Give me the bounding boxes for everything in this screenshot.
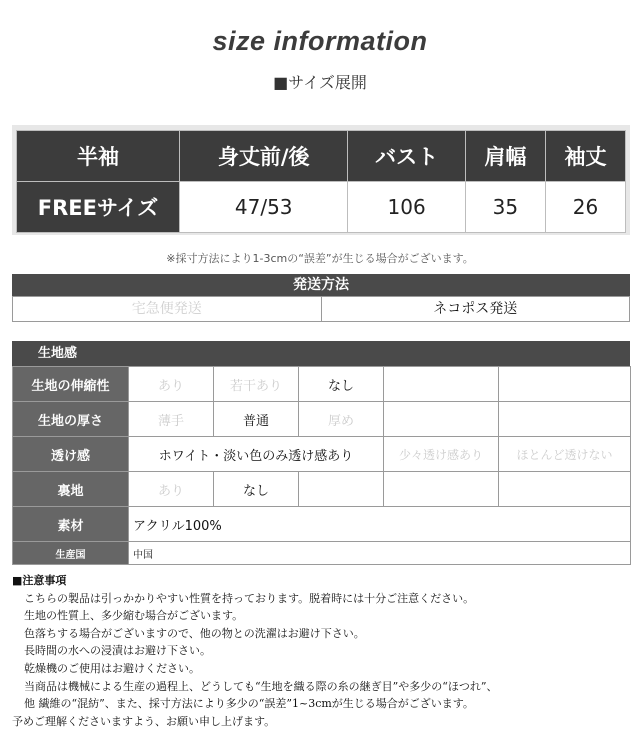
fabric-row-label: 素材 bbox=[13, 507, 129, 542]
page-title: size information bbox=[212, 26, 428, 56]
fabric-row-origin bbox=[13, 542, 631, 565]
size-note: ※採寸方法により1-3cmの“誤差”が生じる場合がございます。 bbox=[166, 252, 474, 265]
fabric-option-selected: ホワイト・淡い色のみ透け感あり bbox=[129, 437, 384, 472]
caution-line: 長時間の水への浸漬はお避け下さい。 bbox=[24, 644, 211, 658]
shipping-option-nekopos: ネコポス発送 bbox=[433, 301, 518, 317]
size-header-cell: バスト bbox=[348, 131, 465, 182]
fabric-row-sheerness bbox=[13, 437, 631, 472]
caution-line: 乾燥機のご使用はお避けください。 bbox=[24, 661, 200, 675]
empty-cell bbox=[499, 367, 631, 402]
empty-cell bbox=[384, 472, 499, 507]
fabric-option-selected: なし bbox=[214, 472, 299, 507]
size-table-row bbox=[17, 182, 626, 233]
fabric-option: あり bbox=[129, 472, 214, 507]
shipping-header: 発送方法 bbox=[12, 274, 630, 296]
fabric-option-selected: なし bbox=[299, 367, 384, 402]
fabric-option: 厚め bbox=[299, 402, 384, 437]
fabric-row-label: 生産国 bbox=[13, 542, 129, 565]
size-table-header-row bbox=[17, 131, 626, 182]
empty-cell bbox=[384, 402, 499, 437]
empty-cell bbox=[384, 367, 499, 402]
fabric-row-label: 生地の厚さ bbox=[13, 402, 129, 437]
size-header-cell: 肩幅 bbox=[465, 131, 545, 182]
origin-value: 中国 bbox=[129, 542, 631, 565]
size-header-cell: 身丈前/後 bbox=[180, 131, 348, 182]
size-table-container bbox=[12, 125, 630, 235]
fabric-row-thickness bbox=[13, 402, 631, 437]
section-subtitle: ■サイズ展開 bbox=[273, 73, 367, 92]
empty-cell bbox=[499, 472, 631, 507]
caution-section bbox=[12, 572, 632, 730]
caution-title: ■注意事項 bbox=[12, 574, 67, 587]
fabric-table bbox=[12, 366, 631, 565]
size-value-cell: 106 bbox=[348, 182, 465, 233]
fabric-row-stretch bbox=[13, 367, 631, 402]
size-header-cell: 半袖 bbox=[17, 131, 180, 182]
caution-line: こちらの製品は引っかかりやすい性質を持っております。脱着時には十分ご注意ください。 bbox=[24, 591, 475, 605]
fabric-option: ほとんど透けない bbox=[499, 437, 631, 472]
fabric-option: 若干あり bbox=[214, 367, 299, 402]
fabric-option: あり bbox=[129, 367, 214, 402]
fabric-row-label: 透け感 bbox=[13, 437, 129, 472]
size-value-cell: 35 bbox=[465, 182, 545, 233]
fabric-option: 薄手 bbox=[129, 402, 214, 437]
fabric-option-selected: 普通 bbox=[214, 402, 299, 437]
size-value-cell: 26 bbox=[545, 182, 625, 233]
fabric-row-label: 裏地 bbox=[13, 472, 129, 507]
caution-line: 生地の性質上、多少縮む場合がございます。 bbox=[24, 609, 244, 623]
caution-line: 他 繊維の“混紡”、また、採寸方法により多少の“誤差”1~3cmが生じる場合がございます。 bbox=[24, 697, 474, 711]
caution-line: 色落ちする場合がございますので、他の物との洗濯はお避け下さい。 bbox=[24, 626, 365, 640]
empty-cell bbox=[299, 472, 384, 507]
fabric-header: 生地感 bbox=[12, 341, 630, 366]
empty-cell bbox=[499, 402, 631, 437]
fabric-row-lining bbox=[13, 472, 631, 507]
fabric-option: 少々透け感あり bbox=[384, 437, 499, 472]
shipping-options bbox=[12, 296, 630, 322]
size-label-cell: FREEサイズ bbox=[17, 182, 180, 233]
fabric-row-label: 生地の伸縮性 bbox=[13, 367, 129, 402]
fabric-row-material bbox=[13, 507, 631, 542]
size-table bbox=[16, 130, 626, 233]
caution-line: 当商品は機械による生産の過程上、どうしても“生地を織る際の糸の継ぎ目”や多少の“ほつれ”、 bbox=[24, 679, 498, 693]
size-value-cell: 47/53 bbox=[180, 182, 348, 233]
size-header-cell: 袖丈 bbox=[545, 131, 625, 182]
caution-line: 予めご理解くださいますよう、お願い申し上げます。 bbox=[12, 714, 276, 728]
shipping-option-takkyubin: 宅急便発送 bbox=[13, 297, 322, 321]
material-value: アクリル100% bbox=[129, 507, 631, 542]
